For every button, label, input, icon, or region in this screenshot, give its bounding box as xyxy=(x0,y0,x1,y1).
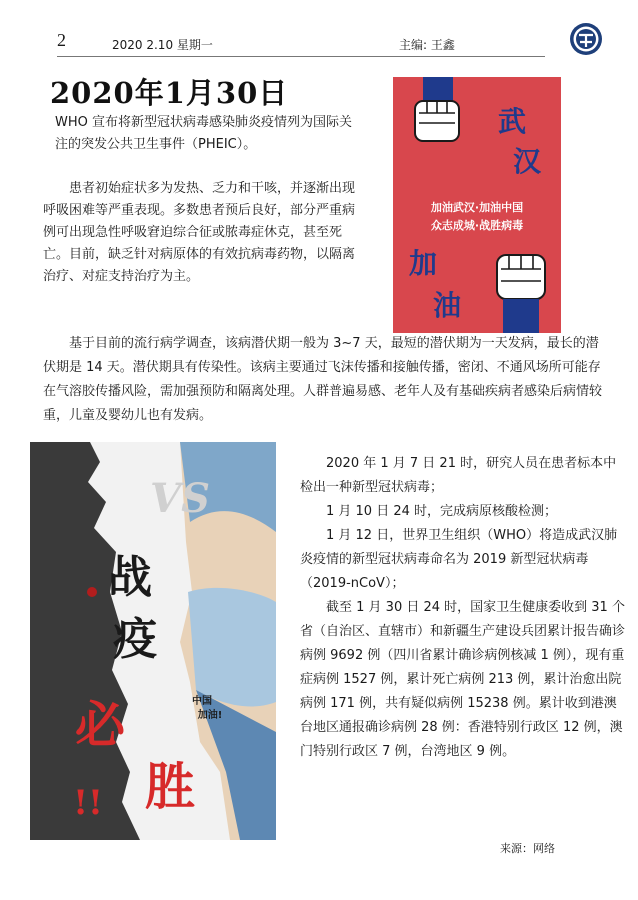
source-credit: 来源：网络 xyxy=(500,842,555,855)
editor-credit: 主编: 王鑫 xyxy=(399,38,455,52)
timeline-item: 1 月 12 日，世界卫生组织（WHO）将造成武汉肺炎疫情的新型冠状病毒命名为 2019 新型冠状病毒（2019-nCoV）； xyxy=(300,528,618,591)
poster-char-bi: 必 xyxy=(75,695,125,754)
fight-epidemic-poster xyxy=(30,442,276,840)
headline-date: 2020年1月30日 xyxy=(50,76,289,110)
page-number: 2 xyxy=(57,30,66,50)
page-header xyxy=(0,0,638,60)
timeline-item: 2020 年 1 月 7 日 21 时，研究人员在患者标本中检出一种新型冠状病毒； xyxy=(300,456,617,495)
poster-char-wu: 武 xyxy=(497,105,527,138)
poster-small-china: 中国 xyxy=(192,696,212,707)
poster-slogan-2: 众志成城·战胜病毒 xyxy=(430,219,524,232)
school-emblem-icon xyxy=(569,22,603,56)
epidemiology-paragraph: 基于目前的流行病学调查，该病潜伏期一般为 3~7 天，最短的潜伏期为一天发病，最长的潜伏期是 14 天。潜伏期具有传染性。该病主要通过飞沫传播和接触传播，密闭、不通风场所可能存在气溶胶传播风险，需加强预防和隔离处理。人群普遍易感、老年人及有基础疾病者感染后病情较重，儿童及婴幼儿也有发病。 xyxy=(43,336,603,423)
timeline xyxy=(300,452,625,764)
who-announcement: WHO 宣布将新型冠状病毒感染肺炎疫情列为国际关注的突发公共卫生事件（PHEIC）。 xyxy=(55,115,352,152)
symptoms-paragraph: 患者初始症状多为发热、乏力和干咳，并逐渐出现呼吸困难等严重表现。多数患者预后良好，部分严重病例可出现急性呼吸窘迫综合征或脓毒症休克，甚至死亡。目前，缺乏针对病原体的有效抗病毒药物，以隔离治疗、对症支持治疗为主。 xyxy=(43,181,356,284)
poster-char-jia: 加 xyxy=(408,247,438,280)
versus-label: VS xyxy=(150,475,210,522)
poster-char-zhan: 战 xyxy=(108,552,152,603)
poster-char-yi: 疫 xyxy=(113,614,157,665)
poster-small-jiayou: 加油! xyxy=(197,710,223,721)
issue-date: 2020 2.10 星期一 xyxy=(112,38,213,52)
poster-char-sheng: 胜 xyxy=(145,757,195,816)
monster-eye-icon xyxy=(87,587,97,597)
raised-fist-icon xyxy=(497,255,545,333)
timeline-item: 1 月 10 日 24 时，完成病原核酸检测； xyxy=(326,504,558,519)
wuhan-poster xyxy=(393,77,561,333)
header-rule xyxy=(57,56,545,57)
timeline-item: 截至 1 月 30 日 24 时，国家卫生健康委收到 31 个省（自治区、直辖市）和新疆生产建设兵团累计报告确诊病例 9692 例（四川省累计确诊病例核减 1 例），现有重症病例 1527 例，累计死亡病例 213 例，累计治愈出院病例 171 例，共有疑似病例 15238 例。累计收到港澳台地区通报确诊病例 28 例：香港特别行政区 12 例，澳门特别行政区 7 例，台湾地区 9 例。 xyxy=(300,600,626,759)
poster-char-you: 油 xyxy=(432,289,462,322)
poster-exclamation: !! xyxy=(73,783,103,823)
poster-slogan-1: 加油武汉·加油中国 xyxy=(430,201,524,214)
poster-char-han: 汉 xyxy=(512,145,542,178)
